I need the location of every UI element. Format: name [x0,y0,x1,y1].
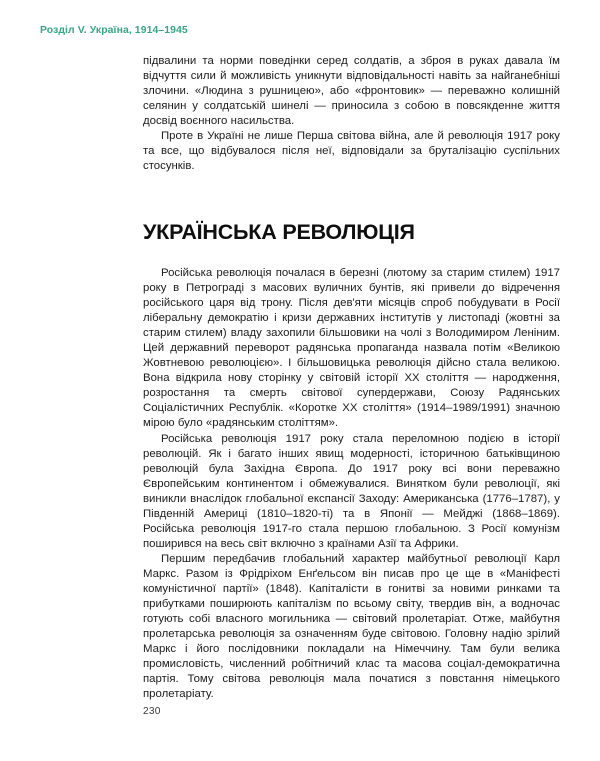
section-heading: УКРАЇНСЬКА РЕВОЛЮЦІЯ [143,220,415,245]
paragraph-global-revolution: Російська революція 1917 року стала переломною подією в історії революцій. Як і багато інших явищ модерності, історичною батьківщиною революцій була Західна Європа. До 1917 року всі вони переважно Європейським континентом і обмежувалися. Винятком були революції, які виникли внаслідок глобальної експансії Заходу: Американська (1776–1787), у Південній Америці (1810–1820-ті) та в Японії — Мейджі (1868–1869). Російська революція 1917-го стала першою глобальною. З Росії комунізм поширився на весь світ включно з країнами Азії та Африки. [143,432,560,550]
paragraph-marx-engels: Першим передбачив глобальний характер майбутньої революції Карл Маркс. Разом із Фрідріхом Енґельсом він писав про це ще в «Маніфесті комуністичної партії» (1848). Капіталісти в гонитві за новими ринками та прибутками поширюють капіталізм по всьому світу, твердив він, а водночас готують собі власного могильника — світовий пролетаріат. Отже, майбутня пролетарська революція за означенням буде світовою. Головну надію зрілий Маркс і його послідовники покладали на Німеччину. Там були велика промисловість, численний робітничий клас та масова соціал-демократична партія. Тому світова революція мала початися з повстання німецького пролетаріату. [143,552,560,701]
paragraph-brutalisation: Проте в Україні не лише Перша світова війна, але й революція 1917 року та все, що відбувалося після неї, відповідали за бруталізацію суспільних стосунків. [143,130,560,173]
page-number: 230 [143,706,161,717]
paragraph-russian-revolution-start: Російська революція почалася в березні (лютому за старим стилем) 1917 року в Петрограді з масових вуличних бунтів, які привели до відречення російського царя від трону. Після дев'яти місяців спроб побудувати в Росії ліберальну демократію і кризи державних інститутів у листопаді (жовтні за старим стилем) владу захопили більшовики на чолі з Володимиром Леніним. Цей державний переворот радянська пропаганда назвала потім «Великою Жовтневою революцією». І більшовицька революція дійсно стала великою. Вона відкрила нову сторінку у світовій історії XX століття — народження, розростання та смерть світової супердержави, Союзу Радянських Соціалістичних Республік. «Коротке XX століття» (1914–1989/1991) значною мірою було «радянським століттям». [143,267,560,430]
paragraph-continued-violence: підвалини та норми поведінки серед солдатів, а зброя в руках давала їм відчуття сили й можливість уникнути відповідальності навіть за найганебніші злочини. «Людина з рушницею», або «фронтовик» — переважно колишній селянин у солдатській шинелі — приносила з собою в повсякденне життя досвід воєнного насильства. [143,55,560,128]
running-header: Розділ V. Україна, 1914–1945 [40,25,188,36]
text-column [143,54,560,702]
